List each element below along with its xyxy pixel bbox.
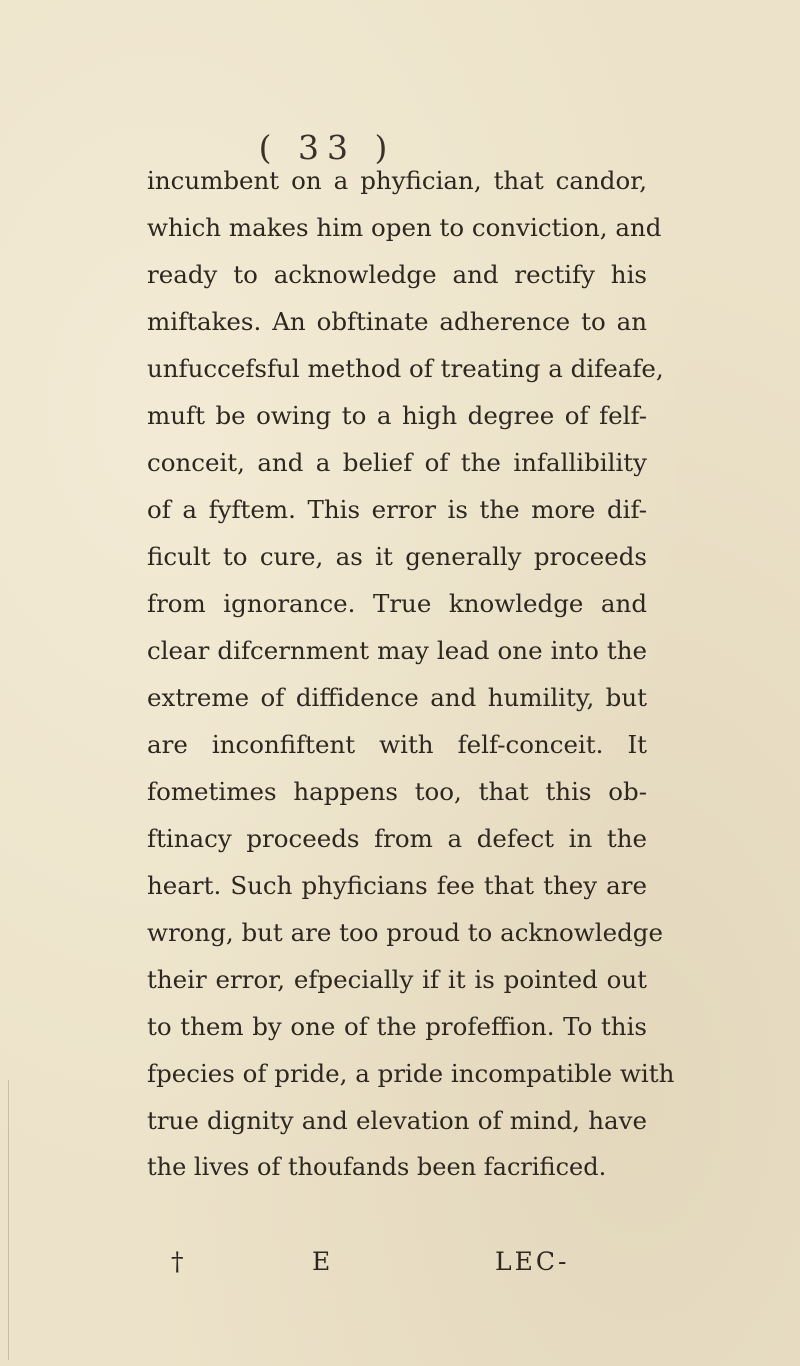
text-line: to them by one of the profeffion. To this xyxy=(147,1012,647,1041)
body-text xyxy=(147,157,675,1191)
dagger-mark: † xyxy=(171,1247,184,1276)
text-line: are inconfiftent with felf-conceit. It xyxy=(147,730,647,759)
text-line: incumbent on a phyfician, that candor, xyxy=(147,166,647,195)
text-line: fometimes happens too, that this ob- xyxy=(147,777,647,806)
text-line: heart. Such phyficians fee that they are xyxy=(147,871,647,900)
text-line: their error, efpecially if it is pointed out xyxy=(147,965,647,994)
text-line: muft be owing to a high degree of felf- xyxy=(147,401,647,430)
binding-edge-shadow xyxy=(8,1080,9,1360)
text-line: fpecies of pride, a pride incompatible with xyxy=(147,1059,675,1088)
text-line-last: the lives of thoufands been facrificed. xyxy=(147,1153,607,1181)
text-line: from ignorance. True knowledge and xyxy=(147,589,647,618)
text-line: true dignity and elevation of mind, have xyxy=(147,1106,647,1135)
text-line: which makes him open to conviction, and xyxy=(147,213,662,242)
catchword: LEC- xyxy=(495,1247,570,1276)
text-line: miftakes. An obftinate adherence to an xyxy=(147,307,647,336)
text-line: of a fyftem. This error is the more dif- xyxy=(147,495,647,524)
text-line: extreme of diffidence and humility, but xyxy=(147,683,647,712)
text-line: ready to acknowledge and rectify his xyxy=(147,260,647,289)
text-line: wrong, but are too proud to acknowledge xyxy=(147,918,663,947)
text-line: unfuccefsful method of treating a difeafe, xyxy=(147,354,664,383)
text-line: ficult to cure, as it generally proceeds xyxy=(147,542,647,571)
text-line: clear difcernment may lead one into the xyxy=(147,636,647,665)
text-line: conceit, and a belief of the infallibility xyxy=(147,448,647,477)
page-number: ( 33 ) xyxy=(258,128,396,167)
page-footer xyxy=(0,1247,800,1287)
signature-mark: E xyxy=(312,1247,331,1276)
text-line: ftinacy proceeds from a defect in the xyxy=(147,824,647,853)
